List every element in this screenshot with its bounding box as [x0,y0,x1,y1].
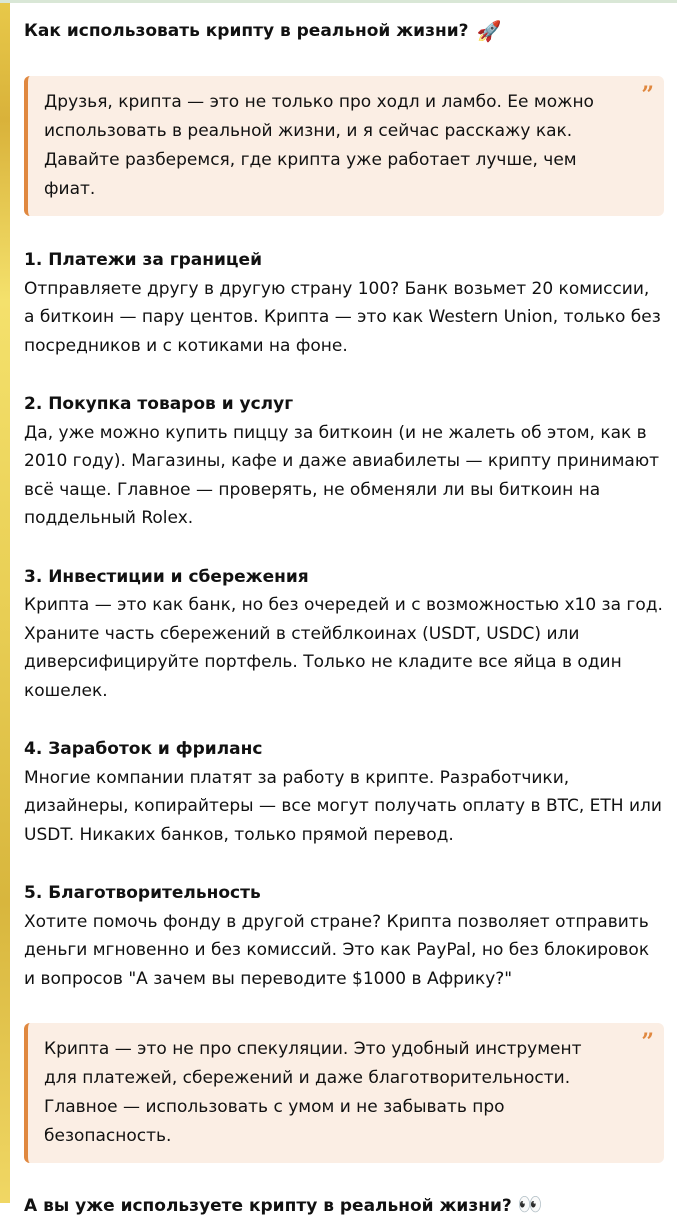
section-freelance [24,735,664,849]
quote-mark-icon: ” [641,1029,654,1055]
closing-question [24,1193,664,1219]
intro-quote-text: Друзья, крипта — это не только про ходл и ламбо. Ее можно использовать в реальной жизни, и я сейчас расскажу как. Давайте разберемся, где крипта уже работает лучше, чем фиат. [44,92,594,199]
top-edge [0,0,677,3]
section-text: Да, уже можно купить пиццу за биткоин (и не жалеть об этом, как в 2010 году). Магазины, кафе и даже авиабилеты — крипту принимают всё чаще. Главное — проверять, не обменяли ли вы биткоин на поддельный Rolex. [24,422,660,528]
section-text: Хотите помочь фонду в другой стране? Крипта позволяет отправить деньги мгновенно и без комиссий. Это как PayPal, но без блокировок и вопросов "А зачем вы переводите $1000 в Африку?" [24,911,650,989]
section-title: 2. Покупка товаров и услуг [24,394,294,414]
section-title: 1. Платежи за границей [24,250,262,270]
background-wallpaper-strip [0,0,10,1203]
section-goods-services [24,390,664,533]
section-title: 3. Инвестиции и сбережения [24,566,309,587]
post-title [24,18,664,44]
eyes-icon: 👀 [517,1192,543,1216]
closing-question-text: А вы уже используете крипту в реальной жизни? [24,1196,512,1216]
section-text: Отправляете другу в другую страну 100? Банк возьмет 20 комиссии, а биткоин — пару центов. Крипта — это как Western Union, только без посредников и с котиками на фоне. [24,278,661,356]
intro-blockquote [24,76,664,216]
post-title-text: Как использовать крипту в реальной жизни? [24,21,469,41]
section-payments-abroad [24,246,664,360]
section-title: 5. Благотворительность [24,883,261,903]
closing-blockquote [24,1023,664,1163]
section-text: Многие компании платят за работу в крипте. Разработчики, дизайнеры, копирайтеры — все могут получать оплату в BTC, ETH или USDT. Никаких банков, только прямой перевод. [24,767,662,845]
section-investments [24,563,664,706]
message-body [24,18,664,1219]
section-charity [24,879,664,993]
section-title: 4. Заработок и фриланс [24,739,263,759]
rocket-icon: 🚀 [476,19,502,43]
quote-mark-icon: ” [641,82,654,108]
closing-quote-text: Крипта — это не про спекуляции. Это удобный инструмент для платежей, сбережений и даже благотворительности. Главное — использовать с умом и не забывать про безопасность. [44,1039,582,1146]
section-text: Крипта — это как банк, но без очередей и с возможностью х10 за год. Храните часть сбережений в стейблкоинах (USDT, USDC) или диверсифицируйте портфель. Только не кладите все яйца в один кошелек. [24,595,663,701]
